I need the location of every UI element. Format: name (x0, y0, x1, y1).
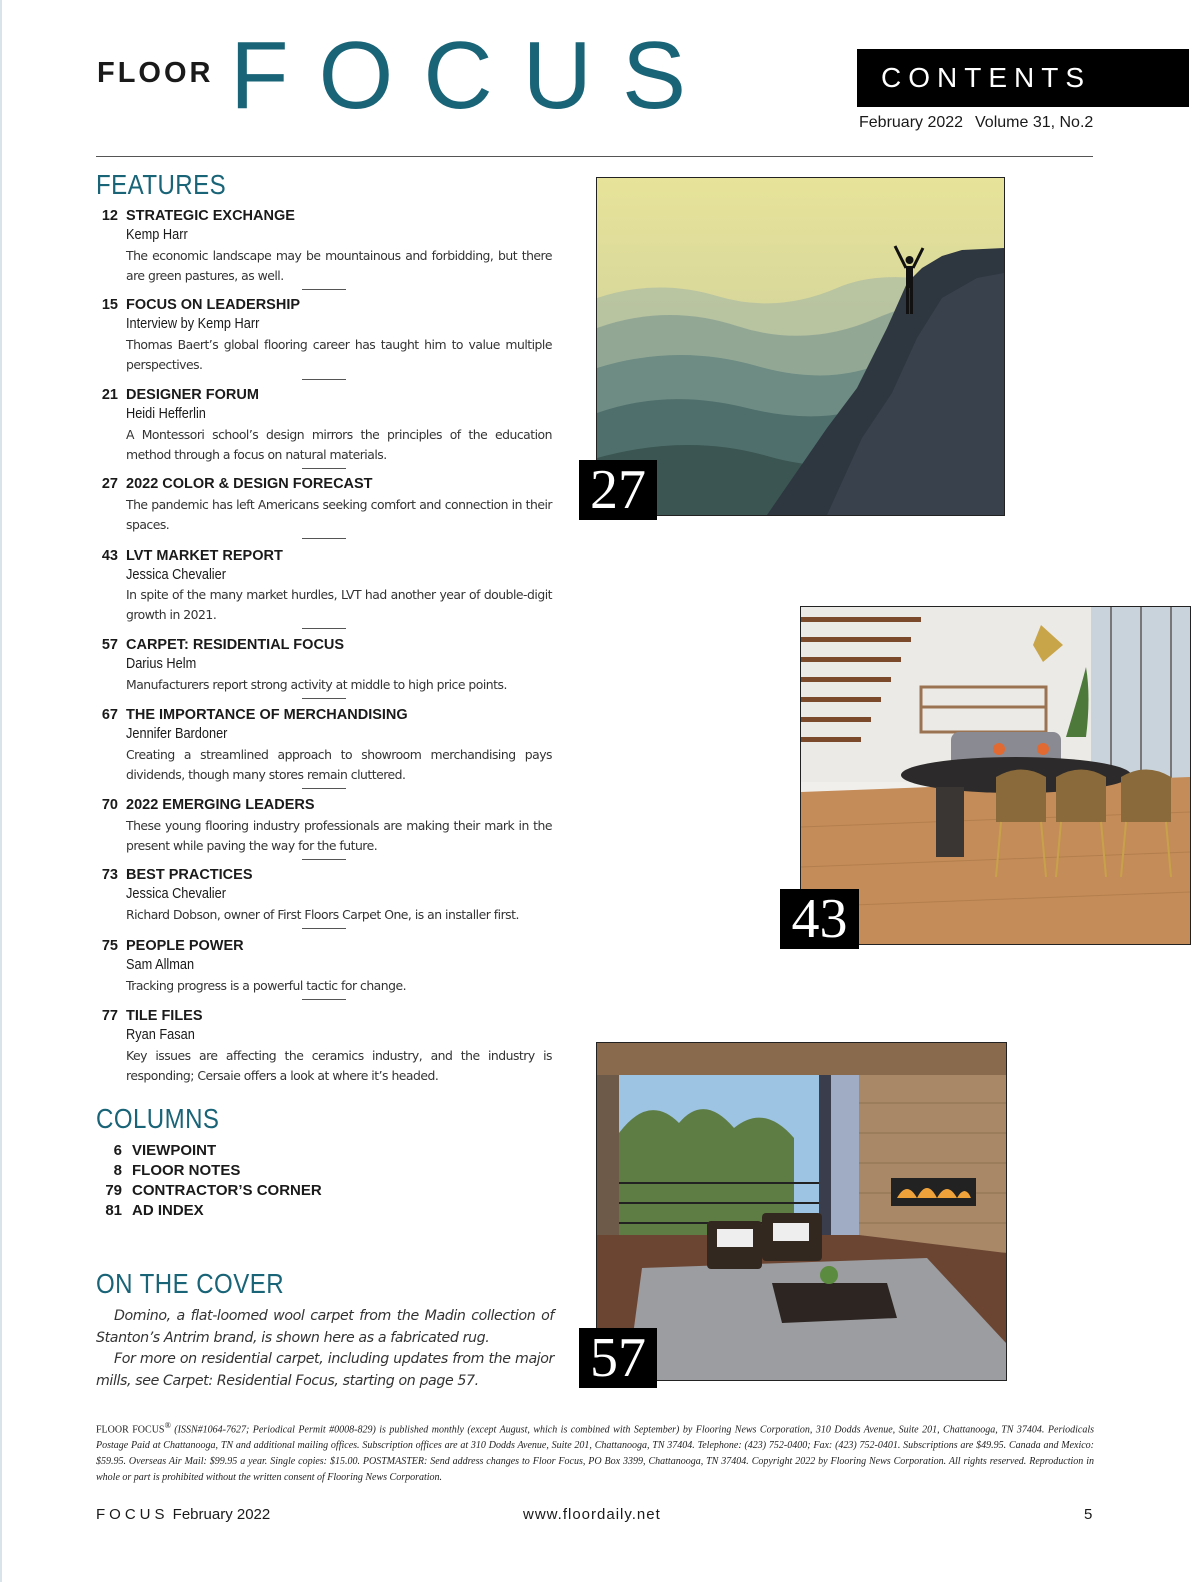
feature-description: Creating a streamlined approach to showroom merchandising pays dividends, though many stores remain cluttered. (126, 747, 552, 782)
column-entry[interactable] (96, 1162, 240, 1179)
feature-title: BEST PRACTICES (126, 867, 253, 883)
column-title: AD INDEX (132, 1202, 204, 1219)
feature-title: CARPET: RESIDENTIAL FOCUS (126, 637, 345, 653)
feature-page-number: 73 (101, 867, 118, 883)
feature-title: 2022 EMERGING LEADERS (126, 797, 315, 813)
feature-author: Jennifer Bardoner (126, 726, 228, 742)
feature-description: Richard Dobson, owner of First Floors Carpet One, is an installer first. (126, 907, 519, 922)
brand-focus-wordmark: FOCUS (230, 22, 716, 129)
brand-floor-wordmark: FLOOR (97, 57, 214, 89)
issue-volume: Volume 31, No.2 (975, 114, 1094, 131)
feature-page-number: 21 (101, 387, 118, 403)
feature-separator (302, 628, 346, 629)
feature-author: Ryan Fasan (126, 1027, 195, 1043)
feature-author: Jessica Chevalier (126, 886, 227, 902)
feature-separator (302, 379, 346, 380)
feature-page-number: 77 (101, 1008, 118, 1024)
column-entry[interactable] (96, 1202, 204, 1219)
feature-separator (302, 999, 346, 1000)
feature-separator (302, 289, 346, 290)
contents-banner: CONTENTS (857, 49, 1189, 107)
feature-description: A Montessori school’s design mirrors the principles of the education method through a focus on natural materials. (126, 427, 552, 462)
feature-separator (302, 788, 346, 789)
feature-page-number: 75 (101, 938, 118, 954)
feature-description: The pandemic has left Americans seeking comfort and connection in their spaces. (126, 497, 552, 532)
cover-heading: ON THE COVER (96, 1268, 285, 1299)
feature-description: Thomas Baert’s global flooring career has taught him to value multiple perspectives. (126, 337, 552, 372)
feature-author: Darius Helm (126, 656, 197, 672)
publication-fine-print (96, 1418, 1094, 1486)
column-page-number: 8 (113, 1162, 122, 1179)
page-badge: 43 (780, 889, 859, 949)
feature-author: Jessica Chevalier (126, 567, 227, 583)
cover-description (96, 1306, 554, 1392)
column-page-number: 79 (105, 1182, 122, 1199)
cover-paragraph: Domino, a flat-loomed wool carpet from the Madin collection of Stanton’s Antrim brand, is shown here as a fabricated rug. (96, 1308, 554, 1346)
footer-website-link[interactable]: www.floordaily.net (523, 1506, 661, 1523)
mountain-hiker-photo[interactable] (596, 177, 1005, 516)
features-heading: FEATURES (96, 169, 227, 200)
column-title: VIEWPOINT (132, 1142, 217, 1159)
feature-page-number: 67 (101, 707, 118, 723)
fine-print-body: (ISSN#1064-7627; Periodical Permit #0008-829) is published monthly (except August, which is combined with September) by Flooring News Corporation, 310 Dodds Avenue, Suite 201, Chattanooga, TN 37404. Periodicals Postage Paid at Chattanooga, TN and additional mailing offices. Subscription offices are at 310 Dodds Avenue, Suite 201, Chattanooga, TN 37404. Telephone: (423) 752-0400; Fax: (423) 752-0401. Subscriptions are $49.95. Canada and Mexico: $59.95. Overseas Air Mail: $99.95 a year. Single copies: $15.00. POSTMASTER: Send address changes to Floor Focus, PO Box 3399, Chattanooga, TN 37404. Copyright 2022 by Flooring News Corporation. All rights reserved. Reproduction in whole or part is prohibited without the written consent of Flooring News Corporation. (96, 1424, 1095, 1484)
cover-paragraph: For more on residential carpet, including updates from the major mills, see Carpet: Residential Focus, starting on page 57. (96, 1351, 554, 1389)
fine-print-brand: FLOOR FOCUS (96, 1424, 165, 1436)
page-edge-rule (0, 0, 2, 1582)
issue-date: February 2022 (859, 114, 964, 131)
mountain-scene-illustration (597, 178, 1004, 515)
feature-author: Heidi Hefferlin (126, 406, 206, 422)
feature-author: Interview by Kemp Harr (126, 316, 260, 332)
page-badge: 57 (579, 1328, 657, 1388)
patio-illustration (597, 1043, 1006, 1380)
feature-author: Sam Allman (126, 957, 195, 973)
feature-page-number: 43 (101, 548, 118, 564)
feature-page-number: 57 (101, 637, 118, 653)
feature-author: Kemp Harr (126, 227, 188, 243)
dining-room-illustration (801, 607, 1190, 944)
column-title: CONTRACTOR’S CORNER (132, 1182, 322, 1199)
feature-page-number: 15 (101, 297, 118, 313)
feature-separator (302, 859, 346, 860)
feature-page-number: 27 (101, 476, 118, 492)
registered-mark: ® (164, 1421, 171, 1430)
patio-photo[interactable] (596, 1042, 1007, 1381)
feature-description: Manufacturers report strong activity at middle to high price points. (126, 677, 507, 692)
feature-separator (302, 698, 346, 699)
column-entry[interactable] (96, 1182, 322, 1199)
feature-title: DESIGNER FORUM (126, 387, 259, 403)
column-entry[interactable] (96, 1142, 216, 1159)
column-title: FLOOR NOTES (132, 1162, 241, 1179)
page-badge: 27 (579, 460, 657, 520)
feature-separator (302, 538, 346, 539)
feature-title: PEOPLE POWER (126, 938, 244, 954)
footer-date: February 2022 (172, 1506, 271, 1523)
footer-magazine-name: FOCUS (96, 1506, 169, 1523)
feature-title: TILE FILES (126, 1008, 203, 1024)
feature-title: LVT MARKET REPORT (126, 548, 283, 564)
column-page-number: 81 (105, 1202, 122, 1219)
column-page-number: 6 (113, 1142, 122, 1159)
feature-description: These young flooring industry professionals are making their mark in the present while paving the way for the future. (126, 818, 552, 853)
header-divider (96, 156, 1093, 157)
feature-title: STRATEGIC EXCHANGE (126, 208, 295, 224)
feature-description: In spite of the many market hurdles, LVT had another year of double-digit growth in 2021. (126, 587, 552, 622)
feature-description: Key issues are affecting the ceramics industry, and the industry is responding; Cersaie offers a look at where it’s headed. (126, 1048, 552, 1083)
footer-page-number: 5 (1084, 1506, 1093, 1523)
feature-separator (302, 928, 346, 929)
columns-heading: COLUMNS (96, 1103, 220, 1134)
feature-title: FOCUS ON LEADERSHIP (126, 297, 301, 313)
feature-title: 2022 COLOR & DESIGN FORECAST (126, 476, 373, 492)
feature-description: Tracking progress is a powerful tactic for change. (126, 978, 407, 993)
feature-page-number: 70 (101, 797, 118, 813)
feature-title: THE IMPORTANCE OF MERCHANDISING (126, 707, 408, 723)
footer-magazine-date (96, 1506, 270, 1523)
feature-description: The economic landscape may be mountainous and forbidding, but there are green pastures, as well. (126, 248, 552, 283)
feature-page-number: 12 (101, 208, 118, 224)
feature-separator (302, 468, 346, 469)
